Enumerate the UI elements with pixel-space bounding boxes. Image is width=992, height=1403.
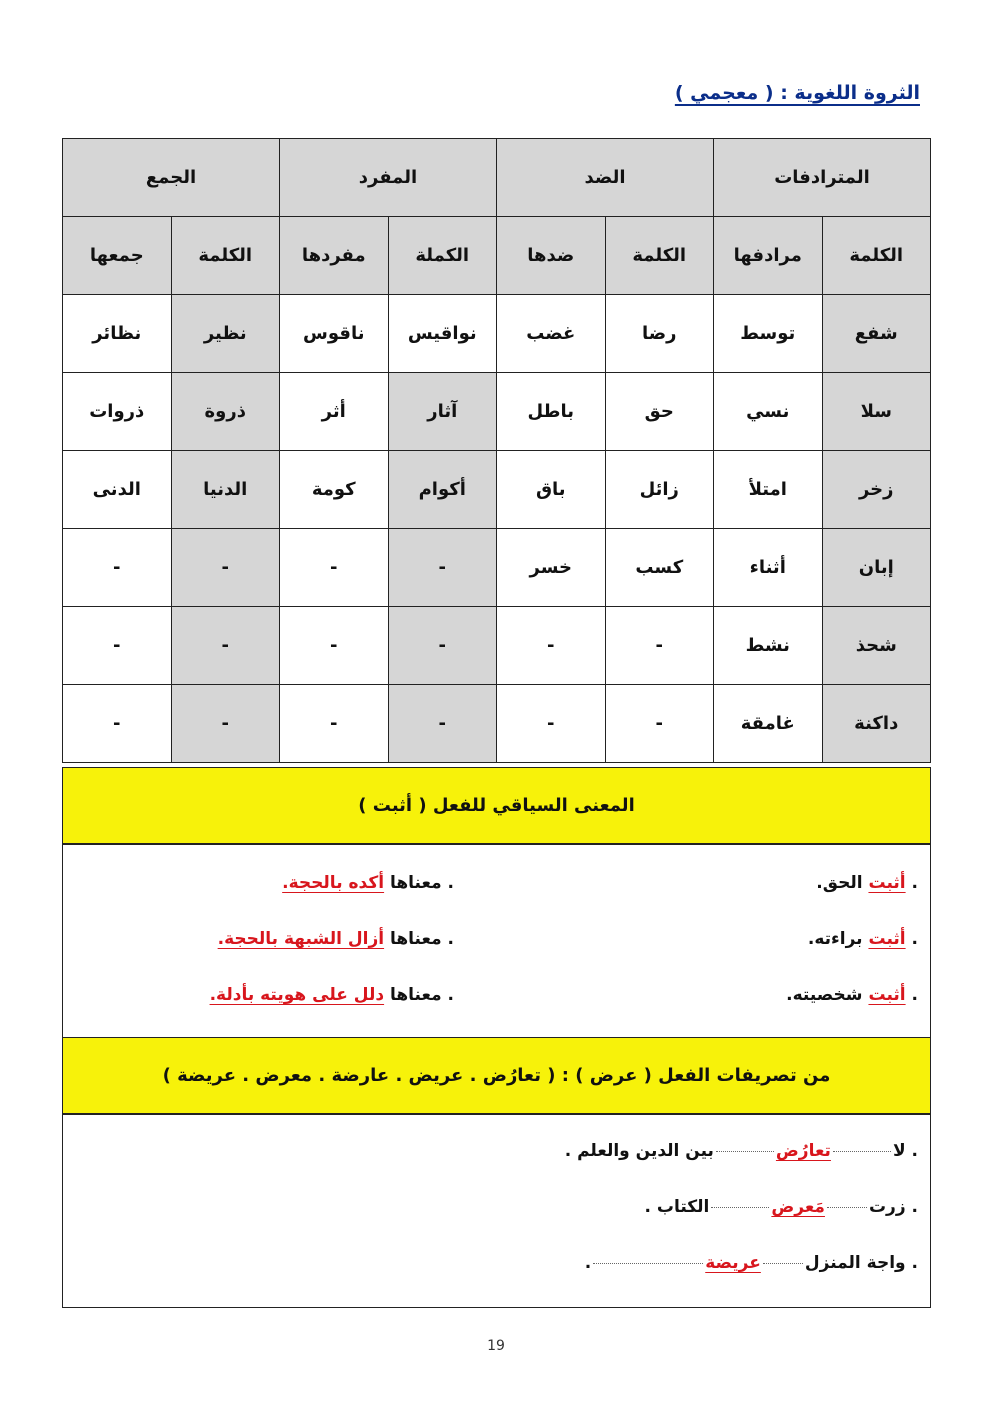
table-cell: كومة <box>280 451 389 529</box>
table-cell: - <box>497 607 606 685</box>
blank-dots <box>833 1151 891 1152</box>
meaning-answer: أزال الشبهة بالحجة. <box>217 929 385 949</box>
table-cell: إبان <box>822 529 931 607</box>
sub-header: مرادفها <box>714 217 823 295</box>
meaning-label: . معناها <box>384 985 454 1005</box>
table-cell: - <box>63 685 172 763</box>
table-cell: امتلأ <box>714 451 823 529</box>
table-cell: ناقوس <box>280 295 389 373</box>
table-cell: - <box>171 607 280 685</box>
line-before: . زرت <box>868 1197 918 1217</box>
table-cell: باطل <box>497 373 606 451</box>
table-cell: - <box>388 685 497 763</box>
fill-answer: مَعرض <box>771 1197 825 1217</box>
table-cell: ذروات <box>63 373 172 451</box>
group-header-row <box>63 139 931 217</box>
sub-header: الكلمة <box>171 217 280 295</box>
fill-in-line <box>585 1253 918 1273</box>
table-cell: - <box>280 607 389 685</box>
blank-dots <box>763 1263 803 1264</box>
table-cell: - <box>280 529 389 607</box>
highlighted-verb: أثبت <box>868 929 906 949</box>
verb-forms-box <box>62 1114 931 1308</box>
line-after: . <box>584 1253 592 1273</box>
blank-dots <box>716 1151 774 1152</box>
table-cell: الدنيا <box>171 451 280 529</box>
table-cell: - <box>171 685 280 763</box>
sub-header: الكلمة <box>822 217 931 295</box>
table-cell: خسر <box>497 529 606 607</box>
table-cell: - <box>280 685 389 763</box>
group-header-synonyms: المترادفات <box>714 139 931 217</box>
sentence-line <box>786 985 918 1005</box>
table-row <box>63 295 931 373</box>
table-row <box>63 607 931 685</box>
table-cell: باق <box>497 451 606 529</box>
table-cell: - <box>388 607 497 685</box>
table-cell: نظائر <box>63 295 172 373</box>
table-row <box>63 529 931 607</box>
fill-in-line <box>644 1197 918 1217</box>
meaning-line <box>210 985 454 1005</box>
table-cell: شفع <box>822 295 931 373</box>
table-cell: - <box>388 529 497 607</box>
context-meaning-box <box>62 844 931 1038</box>
table-cell: زائل <box>605 451 714 529</box>
meaning-label: . معناها <box>384 873 454 893</box>
bullet: . <box>905 873 918 893</box>
page-number: 19 <box>487 1338 505 1354</box>
table-cell: غامقة <box>714 685 823 763</box>
sentence-rest: الحق. <box>816 873 869 893</box>
table-cell: نسي <box>714 373 823 451</box>
table-cell: داكنة <box>822 685 931 763</box>
meaning-label: . معناها <box>384 929 454 949</box>
sub-header: ضدها <box>497 217 606 295</box>
sub-header: الكملة <box>388 217 497 295</box>
table-cell: نظير <box>171 295 280 373</box>
table-cell: زخر <box>822 451 931 529</box>
table-cell: توسط <box>714 295 823 373</box>
sentence-rest: براءته. <box>807 929 869 949</box>
sentence-rest: شخصيته. <box>786 985 869 1005</box>
table-cell: نشط <box>714 607 823 685</box>
sub-header: الكلمة <box>605 217 714 295</box>
sub-header-row <box>63 217 931 295</box>
blank-dots <box>711 1207 769 1208</box>
table-cell: غضب <box>497 295 606 373</box>
table-cell: - <box>497 685 606 763</box>
table-row <box>63 685 931 763</box>
fill-answer: عريضة <box>705 1253 761 1273</box>
table-cell: شحذ <box>822 607 931 685</box>
table-cell: ذروة <box>171 373 280 451</box>
meaning-line <box>218 929 454 949</box>
fill-in-line <box>565 1141 918 1161</box>
line-before: . لا <box>892 1141 918 1161</box>
sub-header: مفردها <box>280 217 389 295</box>
line-after: بين الدين والعلم . <box>564 1141 714 1161</box>
sentence-line <box>808 929 918 949</box>
table-cell: - <box>605 685 714 763</box>
section-heading-verb-forms: من تصريفات الفعل ( عرض ) : ( تعارُض . عريض . عارضة . معرض . عريضة ) <box>62 1037 931 1114</box>
sentence-line <box>816 873 918 893</box>
table-row <box>63 451 931 529</box>
vocabulary-table <box>62 138 931 763</box>
table-cell: - <box>63 529 172 607</box>
bullet: . <box>905 929 918 949</box>
table-cell: نواقيس <box>388 295 497 373</box>
group-header-antonyms: الضد <box>497 139 714 217</box>
section-heading-context-meaning: المعنى السياقي للفعل ( أثبت ) <box>62 767 931 844</box>
group-header-plural: الجمع <box>63 139 280 217</box>
fill-answer: تعارُض <box>775 1141 831 1161</box>
table-cell: رضا <box>605 295 714 373</box>
table-cell: آثار <box>388 373 497 451</box>
table-cell: أكوام <box>388 451 497 529</box>
meaning-line <box>282 873 454 893</box>
highlighted-verb: أثبت <box>868 985 906 1005</box>
table-cell: الدنى <box>63 451 172 529</box>
blank-dots <box>827 1207 867 1208</box>
table-cell: - <box>63 607 172 685</box>
blank-dots <box>593 1263 703 1264</box>
table-cell: سلا <box>822 373 931 451</box>
table-cell: كسب <box>605 529 714 607</box>
line-after: الكتاب . <box>644 1197 710 1217</box>
table-cell: - <box>605 607 714 685</box>
table-row <box>63 373 931 451</box>
table-cell: حق <box>605 373 714 451</box>
table-cell: أثناء <box>714 529 823 607</box>
line-before: . واجة المنزل <box>804 1253 918 1273</box>
highlighted-verb: أثبت <box>868 873 906 893</box>
table-cell: أثر <box>280 373 389 451</box>
sub-header: جمعها <box>63 217 172 295</box>
page-title: الثروة اللغوية : ( معجمي ) <box>674 82 920 104</box>
bullet: . <box>905 985 918 1005</box>
meaning-answer: دلل على هويته بأدلة. <box>209 985 385 1005</box>
meaning-answer: أكده بالحجة. <box>282 873 385 893</box>
table-cell: - <box>171 529 280 607</box>
group-header-singular: المفرد <box>280 139 497 217</box>
